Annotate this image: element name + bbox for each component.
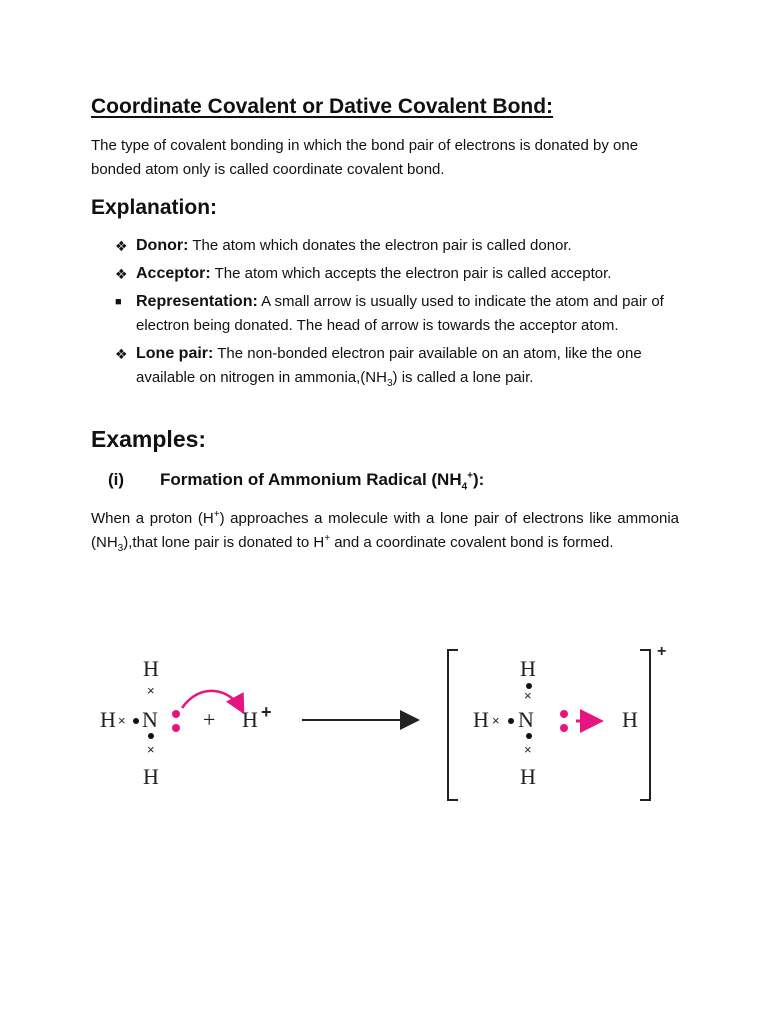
example-subheading [108,470,485,493]
definition-donor: The atom which donates the electron pair is called donor. [188,237,572,254]
right-bracket [640,650,650,800]
lone-pair-icon [560,710,568,718]
proton-charge: + [261,702,272,722]
example-number: (i) [108,470,125,489]
superscript: + [213,509,220,520]
ammonium-left-hydrogen: H [473,707,489,732]
page-title: Coordinate Covalent or Dative Covalent Bond: [91,95,554,118]
acceptor-hydrogen: H [622,707,638,732]
ammonia-bottom-hydrogen: H [143,764,159,789]
example-title: Formation of Ammonium Radical (NH [160,470,462,489]
electron-dot-icon [508,718,514,724]
electron-cross-icon: × [492,713,500,728]
lone-pair-icon [172,724,180,732]
lone-pair-icon [172,710,180,718]
definition-lone-pair-tail: ) is called a lone pair. [392,369,534,386]
electron-dot-icon [526,733,532,739]
subscript: 4 [461,481,468,493]
para-text: ) approaches a molecule with a lone pair of electrons like ammonia (NH [91,510,679,551]
lone-pair-icon [560,724,568,732]
ammonia-nitrogen: N [142,707,158,732]
definition-representation: A small arrow is usually used to indicate the atom and pair of electron being donated. The head of arrow is towards the acceptor atom. [136,293,664,334]
list-item-donor [115,234,675,258]
definition-lone-pair: The non-bonded electron pair available on an atom, like the one available on nitrogen in ammonia,(NH [136,345,642,386]
electron-dot-icon [133,718,139,724]
definition-acceptor: The atom which accepts the electron pair is called acceptor. [210,265,612,282]
electron-cross-icon: × [524,742,532,757]
electron-dot-icon [148,733,154,739]
term-lone-pair: Lone pair: [136,345,214,362]
subscript: 3 [386,378,393,389]
subscript: 3 [117,543,124,554]
electron-cross-icon: × [147,742,155,757]
electron-cross-icon: × [147,683,155,698]
proton-hydrogen: H [242,707,258,732]
ammonium-top-hydrogen: H [520,656,536,681]
diamond-bullet-icon: ❖ [115,346,128,362]
list-item-representation [115,290,675,338]
term-representation: Representation: [136,293,258,310]
plus-sign: + [203,707,216,732]
example-title-tail: ): [473,470,485,489]
ammonium-charge: + [657,643,667,660]
diamond-bullet-icon: ❖ [115,238,128,254]
left-bracket [448,650,458,800]
superscript: + [467,470,474,482]
superscript: + [324,533,331,544]
electron-cross-icon: × [524,688,532,703]
para-text: and a coordinate covalent bond is formed. [330,534,614,551]
electron-cross-icon: × [118,713,126,728]
example-paragraph [91,507,679,555]
ammonia-top-hydrogen: H [143,656,159,681]
examples-heading: Examples: [91,426,207,452]
ammonium-formation-diagram [90,640,690,810]
term-acceptor: Acceptor: [136,265,211,282]
ammonium-bottom-hydrogen: H [520,764,536,789]
list-item-lone-pair [115,342,675,390]
para-text: When a proton (H [91,510,214,527]
term-donor: Donor: [136,237,189,254]
list-item-acceptor [115,262,675,286]
intro-paragraph: The type of covalent bonding in which the bond pair of electrons is donated by one bonded atom only is called coordinate covalent bond. [91,137,639,178]
ammonium-nitrogen: N [518,707,534,732]
ammonia-left-hydrogen: H [100,707,116,732]
square-bullet-icon: ■ [115,296,122,308]
explanation-heading: Explanation: [91,196,218,219]
para-text: ),that lone pair is donated to H [123,534,325,551]
diamond-bullet-icon: ❖ [115,266,128,282]
explanation-list [115,234,675,394]
